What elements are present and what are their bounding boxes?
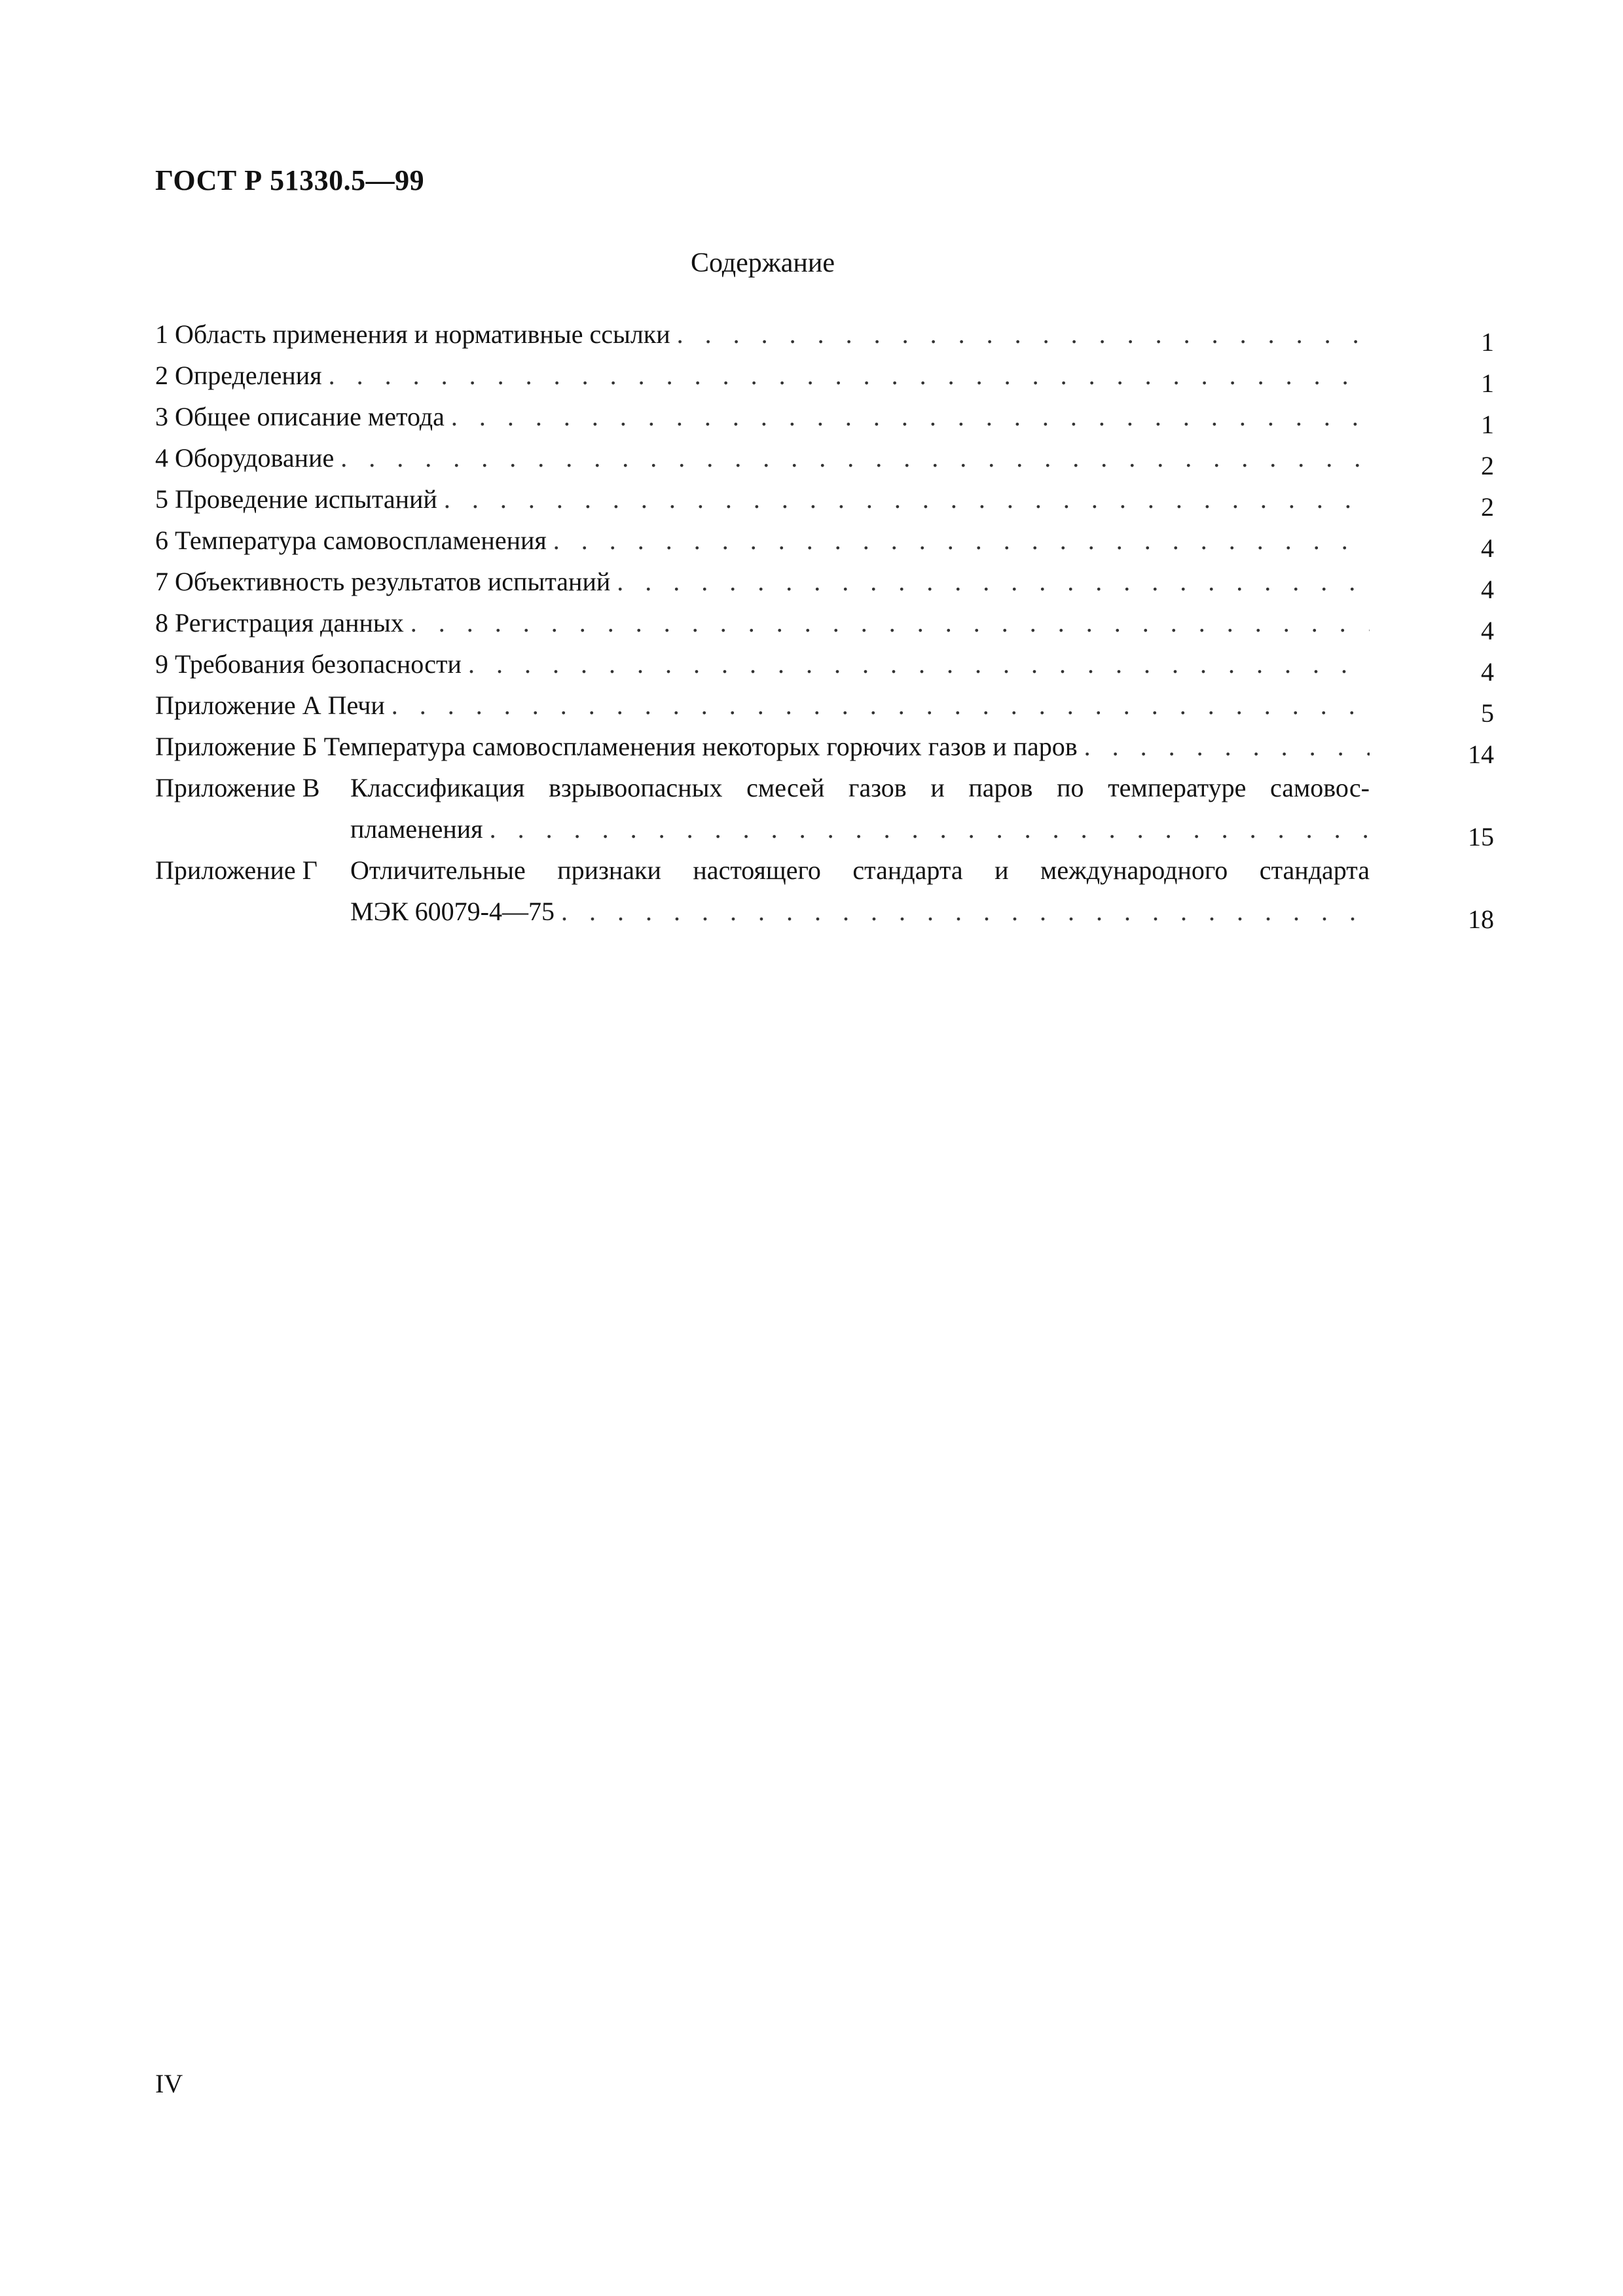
toc-entry-page: 1 xyxy=(1481,368,1494,398)
toc-entry-title: 9 Требования безопасности xyxy=(155,649,468,679)
toc-entry-page: 2 xyxy=(1481,451,1494,480)
toc-entry-page: 4 xyxy=(1481,616,1494,645)
annex-title-continuation: пламенения xyxy=(350,814,483,844)
toc-entry-page: 4 xyxy=(1481,575,1494,604)
dot-leader xyxy=(410,607,1370,638)
toc-entry-title: 6 Температура самовоспламенения xyxy=(155,525,553,556)
annex-label: Приложение Г xyxy=(155,855,318,885)
document-code: ГОСТ Р 51330.5—99 xyxy=(155,164,425,196)
toc-entry-title: 4 Оборудование xyxy=(155,442,340,473)
toc-entry[interactable] xyxy=(155,607,1494,649)
toc-entry-title: 5 Проведение испытаний xyxy=(155,484,444,514)
annex-title-line: Отличительные признаки настоящего стандарта и международного стандарта xyxy=(350,855,1370,885)
toc-entry-title: 8 Регистрация данных xyxy=(155,607,410,638)
toc-entry-page: 15 xyxy=(1468,822,1494,852)
toc-entry-page: 4 xyxy=(1481,657,1494,687)
toc-entry[interactable] xyxy=(155,690,1494,731)
dot-leader xyxy=(451,401,1370,432)
toc-entry[interactable] xyxy=(155,484,1494,525)
toc-entry-page: 2 xyxy=(1481,492,1494,522)
dot-leader xyxy=(490,814,1370,844)
toc-entry[interactable] xyxy=(155,649,1494,690)
dot-leader xyxy=(468,649,1370,679)
toc-entry-page: 14 xyxy=(1468,740,1494,769)
page-number: IV xyxy=(155,2069,183,2098)
table-of-contents xyxy=(155,319,1494,937)
dot-leader xyxy=(561,896,1370,927)
toc-entry[interactable] xyxy=(155,360,1494,401)
toc-entry-title: 3 Общее описание метода xyxy=(155,401,451,432)
toc-entry-page: 1 xyxy=(1481,327,1494,357)
toc-entry[interactable] xyxy=(155,525,1494,566)
toc-entry-title: 7 Объективность результатов испытаний xyxy=(155,566,617,597)
toc-entry[interactable] xyxy=(155,731,1494,772)
annex-title-line: Классификация взрывоопасных смесей газов и паров по температуре самовос- xyxy=(350,773,1370,802)
toc-entry-page: 18 xyxy=(1468,905,1494,934)
toc-entry[interactable] xyxy=(155,401,1494,442)
toc-entry-title: Приложение А Печи xyxy=(155,690,392,721)
toc-entry-page: 4 xyxy=(1481,533,1494,563)
toc-entry-title: Приложение Б Температура самовоспламенения некоторых горючих газов и паров xyxy=(155,731,1084,762)
toc-entry-page: 1 xyxy=(1481,410,1494,439)
toc-entry[interactable] xyxy=(155,442,1494,484)
toc-entry[interactable] xyxy=(155,566,1494,607)
toc-annex-entry[interactable] xyxy=(155,772,1494,855)
dot-leader xyxy=(677,319,1370,350)
annex-title-continuation: МЭК 60079-4—75 xyxy=(350,897,555,926)
dot-leader xyxy=(392,690,1370,721)
dot-leader xyxy=(340,442,1370,473)
toc-entry[interactable] xyxy=(155,319,1494,360)
toc-annex-entry[interactable] xyxy=(155,855,1494,937)
dot-leader xyxy=(329,360,1370,391)
dot-leader xyxy=(617,566,1370,597)
toc-heading: Содержание xyxy=(690,248,835,278)
toc-entry-page: 5 xyxy=(1481,698,1494,728)
toc-entry-title: 1 Область применения и нормативные ссылки xyxy=(155,319,677,350)
dot-leader xyxy=(444,484,1370,514)
annex-label: Приложение В xyxy=(155,773,320,802)
toc-entry-title: 2 Определения xyxy=(155,360,329,391)
dot-leader xyxy=(553,525,1370,556)
dot-leader xyxy=(1084,731,1370,762)
